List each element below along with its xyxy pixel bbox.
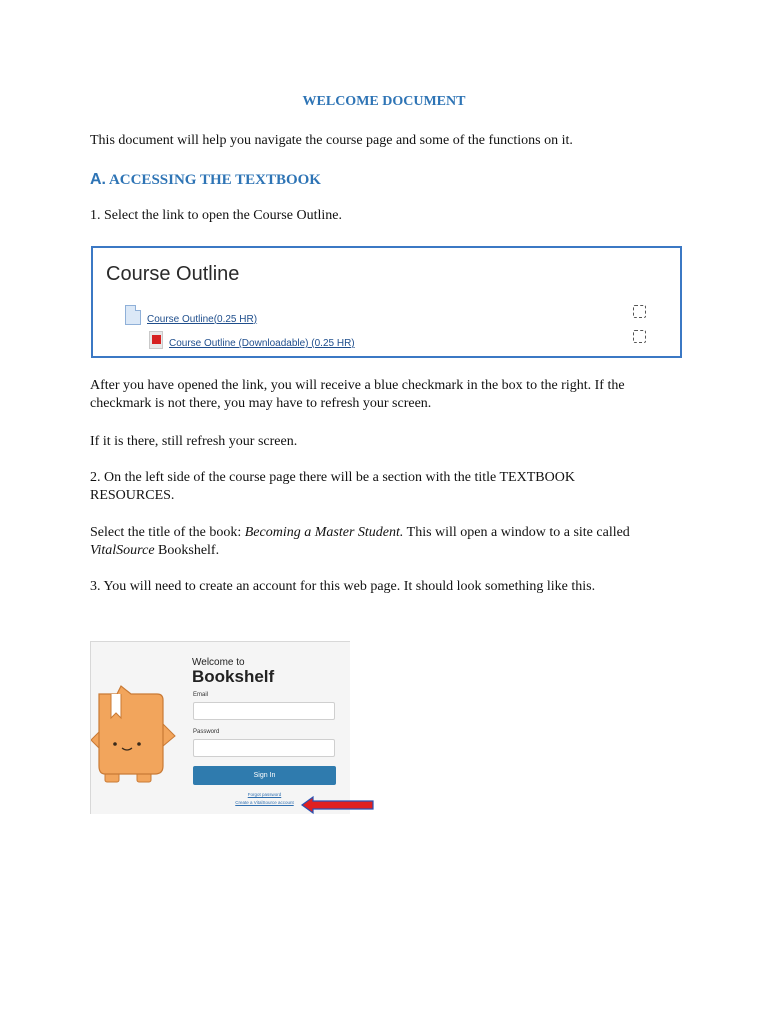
document-title: WELCOME DOCUMENT bbox=[302, 94, 466, 109]
course-outline-downloadable-item[interactable] bbox=[149, 330, 355, 349]
pdf-icon bbox=[149, 331, 163, 349]
course-outline-item[interactable] bbox=[125, 305, 257, 325]
completion-checkbox[interactable] bbox=[633, 305, 646, 318]
password-label: Password bbox=[193, 729, 220, 735]
after-link-paragraph: After you have opened the link, you will receive a blue checkmark in the box to the right. If the checkmark is not there, you may have to refresh your screen. bbox=[90, 378, 625, 411]
course-outline-link[interactable]: Course Outline(0.25 HR) bbox=[147, 313, 258, 325]
step-1-text: 1. Select the link to open the Course Outline. bbox=[90, 208, 342, 223]
sign-in-button[interactable]: Sign In bbox=[193, 766, 336, 785]
bookshelf-brand-title: Bookshelf bbox=[192, 667, 275, 686]
forgot-password-link[interactable]: Forgot password bbox=[247, 792, 282, 797]
select-title-pre: Select the title of the book: bbox=[90, 525, 245, 540]
course-outline-screenshot bbox=[91, 246, 682, 358]
bookshelf-mascot-icon bbox=[91, 684, 181, 784]
create-account-link[interactable]: Create a VitalSource account bbox=[235, 800, 294, 805]
course-outline-downloadable-link[interactable]: Course Outline (Downloadable) (0.25 HR) bbox=[169, 338, 355, 349]
book-title: Becoming a Master Student. bbox=[244, 525, 404, 540]
email-label: Email bbox=[193, 692, 209, 698]
step-2-text: 2. On the left side of the course page there will be a section with the title TEXTBOOK RESOURCES. bbox=[90, 470, 575, 503]
bookshelf-signin-screenshot bbox=[90, 641, 350, 814]
password-field[interactable] bbox=[193, 739, 335, 757]
intro-paragraph: This document will help you navigate the course page and some of the functions on it. bbox=[90, 133, 573, 148]
section-a-letter: A. bbox=[90, 171, 106, 188]
section-a-title: ACCESSING THE TEXTBOOK bbox=[108, 172, 321, 188]
site-name: VitalSource bbox=[90, 543, 155, 558]
document-icon bbox=[125, 305, 141, 325]
step-3-text: 3. You will need to create an account for this web page. It should look something like this. bbox=[90, 579, 596, 594]
select-title-mid: This will open a window to a site called bbox=[403, 525, 630, 540]
refresh-paragraph: If it is there, still refresh your screen. bbox=[90, 434, 298, 449]
course-outline-heading: Course Outline bbox=[106, 263, 240, 285]
pointer-arrow-icon bbox=[301, 795, 375, 815]
select-title-paragraph bbox=[90, 524, 650, 560]
select-title-post: Bookshelf. bbox=[154, 543, 220, 558]
section-a-heading bbox=[90, 171, 321, 189]
completion-checkbox[interactable] bbox=[633, 330, 646, 343]
email-field[interactable] bbox=[193, 702, 335, 720]
bookshelf-welcome-text: Welcome to bbox=[192, 657, 245, 668]
